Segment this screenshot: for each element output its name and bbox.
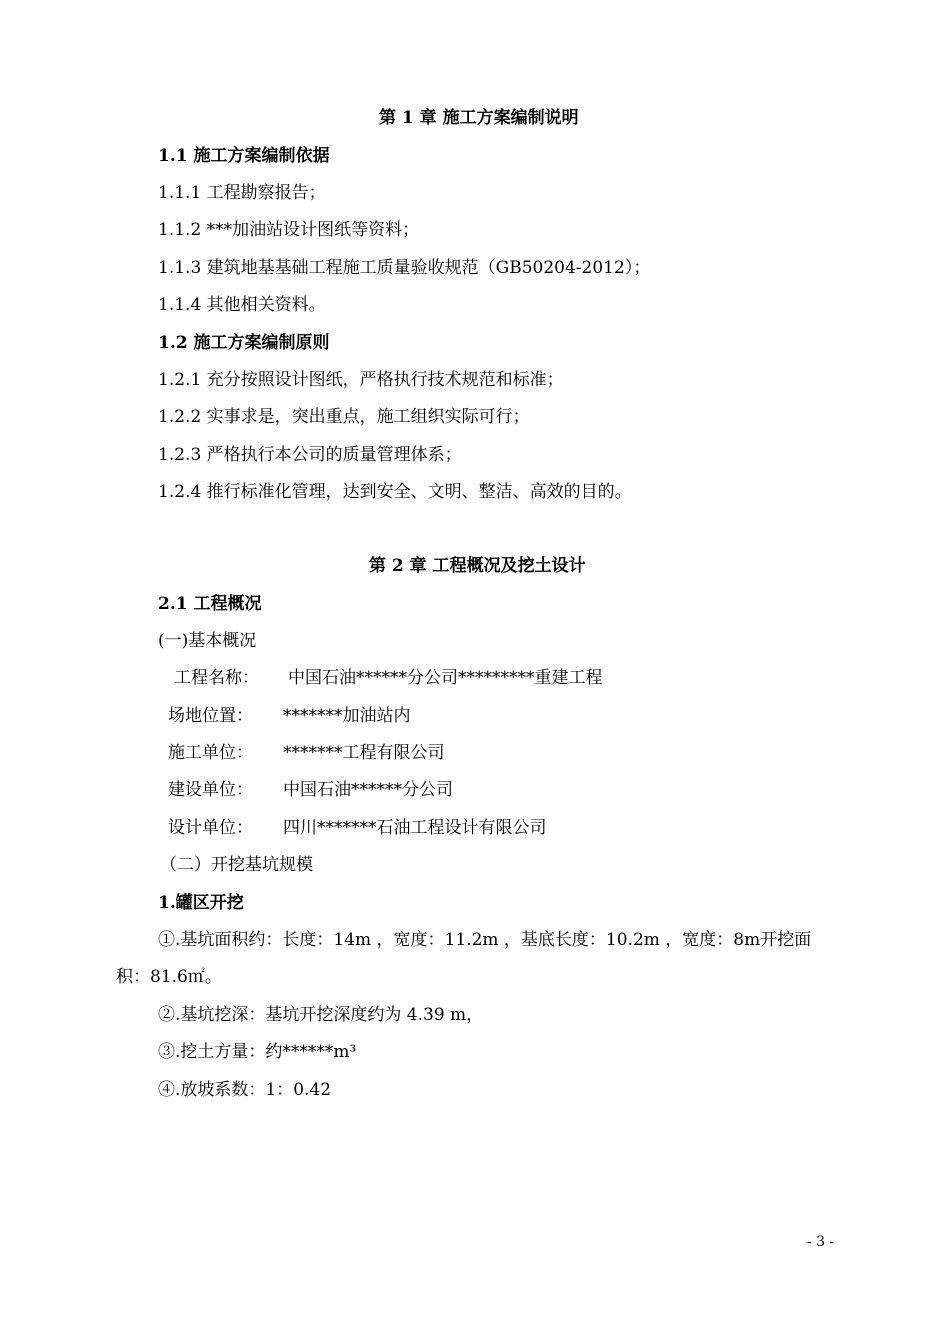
section-1-2-heading: 1.2 施工方案编制原则 (158, 333, 330, 353)
section-2-1-heading: 2.1 工程概况 (158, 594, 262, 614)
info-label: 场地位置： (168, 706, 253, 726)
page-number: - 3 - (807, 1234, 835, 1250)
info-label: 工程名称： (174, 668, 259, 688)
info-row-site-location (168, 704, 768, 728)
info-value: *******加油站内 (283, 706, 411, 726)
info-label: 施工单位： (168, 743, 253, 763)
item-1-1-1: 1.1.1 工程勘察报告； (158, 183, 326, 203)
chapter-1-title: 第 1 章 施工方案编制说明 (379, 108, 579, 128)
section-1-1-heading: 1.1 施工方案编制依据 (158, 146, 330, 166)
chapter-2-title: 第 2 章 工程概况及挖土设计 (369, 556, 586, 576)
info-label: 设计单位： (168, 818, 253, 838)
item-1-2-2: 1.2.2 实事求是，突出重点，施工组织实际可行； (158, 407, 530, 427)
excavation-scale-heading: （二）开挖基坑规模 (160, 855, 313, 875)
info-row-developer-unit (168, 778, 768, 802)
pit-area-line-1: ①.基坑面积约：长度：14m ，宽度：11.2m ，基底长度：10.2m ，宽度：8m开挖面 (158, 930, 812, 950)
info-row-construction-unit (168, 741, 768, 765)
info-row-design-unit (168, 816, 768, 840)
slope-coefficient: ④.放坡系数：1：0.42 (158, 1080, 332, 1100)
info-value: 中国石油******分公司*********重建工程 (288, 668, 603, 688)
item-1-2-1: 1.2.1 充分按照设计图纸，严格执行技术规范和标准； (158, 370, 564, 390)
item-1-1-3: 1.1.3 建筑地基基础工程施工质量验收规范（GB50204-2012）； (158, 258, 651, 278)
basic-overview-heading: (一)基本概况 (158, 631, 257, 651)
pit-area-line-2: 积：81.6㎡。 (116, 967, 222, 987)
info-value: 中国石油******分公司 (283, 780, 453, 800)
pit-depth: ②.基坑挖深：基坑开挖深度约为 4.39 m， (158, 1005, 484, 1025)
info-row-project-name (174, 666, 774, 690)
item-1-1-4: 1.1.4 其他相关资料。 (158, 295, 326, 315)
tank-area-excavation-heading: 1.罐区开挖 (158, 893, 244, 913)
item-1-2-4: 1.2.4 推行标准化管理，达到安全、文明、整洁、高效的目的。 (158, 482, 632, 502)
info-value: *******工程有限公司 (283, 743, 445, 763)
info-label: 建设单位： (168, 780, 253, 800)
info-value: 四川*******石油工程设计有限公司 (283, 818, 547, 838)
earthwork-volume: ③.挖土方量：约******m³ (158, 1042, 357, 1062)
item-1-1-2: 1.1.2 ***加油站设计图纸等资料； (158, 220, 420, 240)
item-1-2-3: 1.2.3 严格执行本公司的质量管理体系； (158, 445, 462, 465)
